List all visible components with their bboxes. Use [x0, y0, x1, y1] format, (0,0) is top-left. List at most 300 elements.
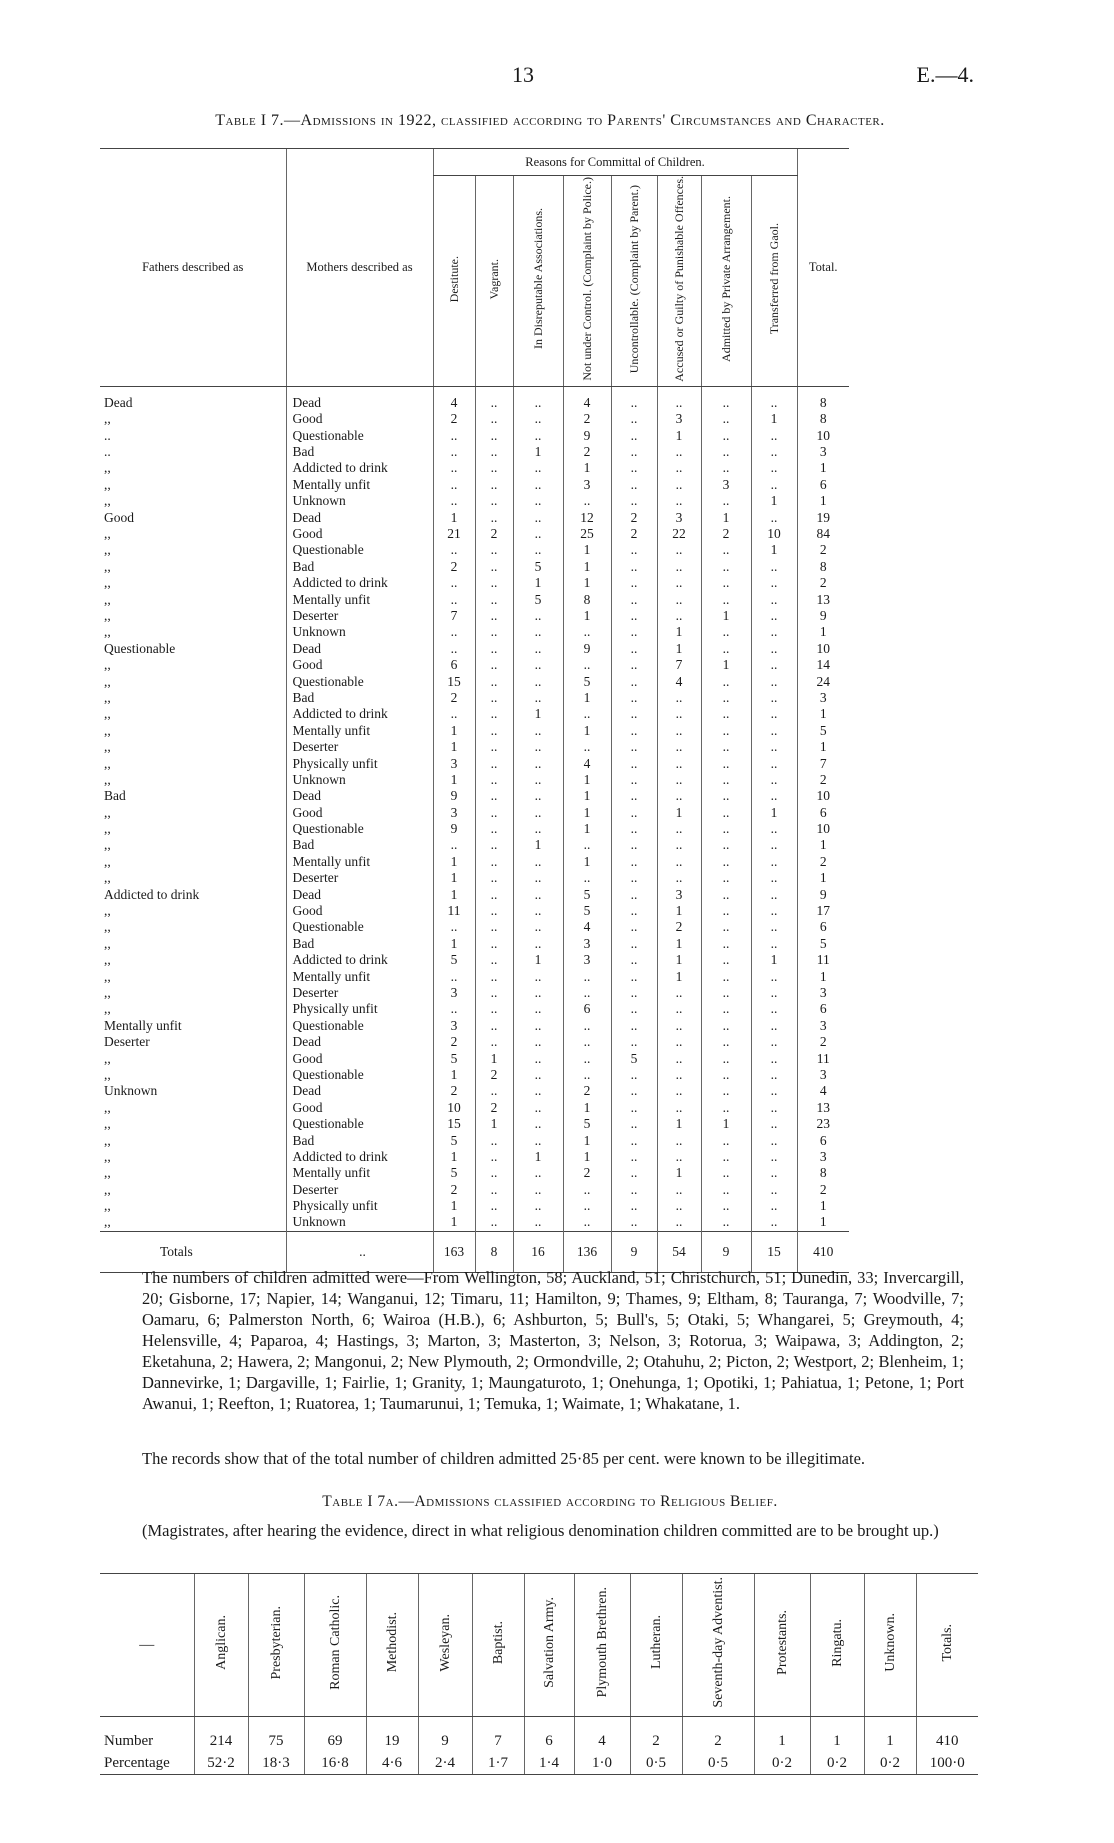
count-cell: 1 — [701, 608, 751, 624]
father-cell: ,, — [104, 1198, 111, 1214]
mother-cell: Deserter — [286, 1181, 433, 1197]
count-cell: .. — [751, 575, 797, 591]
count-cell: 5 — [797, 936, 849, 952]
count-cell: .. — [611, 952, 657, 968]
father-cell: ,, — [104, 821, 111, 837]
count-cell: .. — [701, 1001, 751, 1017]
count-cell: .. — [657, 1083, 701, 1099]
father-cell: Mentally unfit — [104, 1017, 182, 1033]
count-cell: 1 — [797, 1198, 849, 1214]
count-cell: 13 — [797, 1100, 849, 1116]
count-cell: .. — [657, 837, 701, 853]
count-cell: .. — [701, 1034, 751, 1050]
count-cell: .. — [751, 591, 797, 607]
reason-header — [657, 176, 701, 387]
count-cell: 1 — [797, 739, 849, 755]
count-cell: .. — [475, 1181, 513, 1197]
count-cell: 1 — [563, 690, 611, 706]
father-cell: .. — [104, 444, 111, 460]
count-cell: .. — [701, 1132, 751, 1148]
count-cell: 8 — [797, 411, 849, 427]
count-cell: .. — [611, 772, 657, 788]
count-cell: 2 — [797, 575, 849, 591]
count-cell: 8 — [797, 386, 849, 411]
reason-header-label: Transferred from Gaol. — [766, 223, 781, 335]
count-cell: .. — [751, 1018, 797, 1034]
count-cell: 4 — [563, 755, 611, 771]
reason-header — [611, 176, 657, 387]
page-header — [0, 62, 1114, 88]
count-cell: 2 — [433, 1083, 475, 1099]
count-cell: .. — [433, 493, 475, 509]
count-cell: 5 — [611, 1050, 657, 1066]
count-cell: .. — [433, 641, 475, 657]
count-cell: 6 — [797, 1132, 849, 1148]
count-cell: 1 — [513, 444, 563, 460]
table-row — [100, 690, 849, 706]
count-cell: .. — [657, 575, 701, 591]
count-cell: 1 — [563, 854, 611, 870]
count-cell: 1 — [751, 542, 797, 558]
count-cell: .. — [657, 591, 701, 607]
count-cell: .. — [751, 886, 797, 902]
count-cell: .. — [513, 641, 563, 657]
mother-cell: Physically unfit — [286, 1001, 433, 1017]
count-cell: .. — [657, 1067, 701, 1083]
mother-cell: Unknown — [286, 772, 433, 788]
mother-cell: Mentally unfit — [286, 968, 433, 984]
religion-header-label: — — [139, 1636, 155, 1653]
count-cell: 1 — [563, 821, 611, 837]
count-cell: .. — [657, 493, 701, 509]
count-cell: 1 — [475, 1050, 513, 1066]
reason-header — [433, 176, 475, 387]
count-cell: .. — [701, 673, 751, 689]
count-cell: 1 — [701, 1116, 751, 1132]
father-cell: ,, — [104, 411, 111, 427]
totals-cell: 410 — [797, 1231, 849, 1272]
value-cell: 0·5 — [630, 1752, 682, 1775]
count-cell: .. — [513, 542, 563, 558]
count-cell: .. — [611, 608, 657, 624]
count-cell: .. — [513, 1083, 563, 1099]
count-cell: 1 — [563, 575, 611, 591]
count-cell: 19 — [797, 509, 849, 525]
father-cell: ,, — [104, 903, 111, 919]
count-cell: .. — [701, 1149, 751, 1165]
count-cell: .. — [475, 460, 513, 476]
count-cell: .. — [611, 1116, 657, 1132]
count-cell: 3 — [701, 477, 751, 493]
count-cell: 5 — [513, 559, 563, 575]
count-cell: 1 — [563, 542, 611, 558]
table-row — [100, 444, 849, 460]
count-cell: .. — [701, 755, 751, 771]
count-cell: 10 — [751, 526, 797, 542]
count-cell: 14 — [797, 657, 849, 673]
count-cell: .. — [475, 575, 513, 591]
table-row — [100, 542, 849, 558]
table-row — [100, 1034, 849, 1050]
count-cell: 4 — [563, 386, 611, 411]
count-cell: 7 — [657, 657, 701, 673]
table-row — [100, 477, 849, 493]
count-cell: .. — [611, 788, 657, 804]
table1-title: Table I 7.—Admissions in 1922, classified according to Parents' Circumstances and Character. — [215, 112, 885, 129]
count-cell: .. — [563, 1050, 611, 1066]
value-cell: 52·2 — [194, 1752, 248, 1775]
count-cell: .. — [751, 559, 797, 575]
mother-cell: Good — [286, 657, 433, 673]
count-cell: 2 — [433, 1181, 475, 1197]
totals-cell: 16 — [513, 1231, 563, 1272]
count-cell: 7 — [433, 608, 475, 624]
totals-cell: 8 — [475, 1231, 513, 1272]
count-cell: .. — [475, 854, 513, 870]
count-cell: .. — [657, 1181, 701, 1197]
count-cell: .. — [611, 1034, 657, 1050]
father-cell: ,, — [104, 1181, 111, 1197]
count-cell: .. — [475, 509, 513, 525]
count-cell: .. — [701, 559, 751, 575]
count-cell: .. — [751, 772, 797, 788]
count-cell: 2 — [433, 690, 475, 706]
count-cell: .. — [751, 641, 797, 657]
table-row — [100, 985, 849, 1001]
count-cell: .. — [433, 444, 475, 460]
count-cell: 9 — [433, 788, 475, 804]
count-cell: 1 — [797, 493, 849, 509]
count-cell: .. — [475, 657, 513, 673]
count-cell: .. — [611, 575, 657, 591]
count-cell: .. — [563, 739, 611, 755]
count-cell: .. — [657, 559, 701, 575]
count-cell: .. — [611, 1198, 657, 1214]
count-cell: .. — [513, 690, 563, 706]
count-cell: .. — [475, 411, 513, 427]
count-cell: 1 — [433, 739, 475, 755]
count-cell: .. — [475, 903, 513, 919]
table-row — [100, 591, 849, 607]
table-row — [100, 1181, 849, 1197]
illegitimate-paragraph: The records show that of the total number of children admitted 25·85 per cent. were known to be illegitimate. — [142, 1449, 866, 1468]
value-cell: 1 — [754, 1717, 810, 1753]
count-cell: .. — [701, 1018, 751, 1034]
count-cell: .. — [611, 411, 657, 427]
count-cell: 1 — [797, 968, 849, 984]
count-cell: 1 — [797, 1214, 849, 1231]
count-cell: .. — [701, 772, 751, 788]
count-cell: 15 — [433, 673, 475, 689]
count-cell: .. — [751, 657, 797, 673]
count-cell: .. — [701, 460, 751, 476]
religion-header — [100, 1574, 194, 1717]
count-cell: 5 — [563, 886, 611, 902]
count-cell: .. — [751, 386, 797, 411]
count-cell: .. — [475, 444, 513, 460]
count-cell: 1 — [433, 936, 475, 952]
table-row — [100, 755, 849, 771]
count-cell: .. — [751, 723, 797, 739]
father-cell: ,, — [104, 853, 111, 869]
value-cell: 1·7 — [472, 1752, 524, 1775]
totals-cell: Totals — [100, 1231, 286, 1272]
count-cell: 3 — [797, 690, 849, 706]
count-cell: .. — [701, 919, 751, 935]
mother-cell: Bad — [286, 1132, 433, 1148]
count-cell: 1 — [657, 1165, 701, 1181]
religion-header — [754, 1574, 810, 1717]
reason-header — [563, 176, 611, 387]
table-row — [100, 952, 849, 968]
count-cell: .. — [433, 1001, 475, 1017]
count-cell: .. — [475, 952, 513, 968]
table-row — [100, 575, 849, 591]
towns-paragraph: The numbers of children admitted were—From Wellington, 58; Auckland, 51; Christchurch, 51; Dunedin, 33; Invercargill, 20; Gisborne, 17; Napier, 14; Wanganui, 12; Timaru, 11; Hamilton, 9; Thames, 9; Eltham, 8; Tauranga, 7; Woodville, 7; Oamaru, 6; Palmerston North, 6; Wairoa (H.B.), 6; Ashburton, 5; Bull's, 5; Otaki, 5; Whangarei, 5; Greymouth, 4; Helensville, 4; Paparoa, 4; Hastings, 3; Marton, 3; Masterton, 3; Nelson, 3; Rotorua, 3; Waipawa, 3; Addington, 2; Eketahuna, 2; Hawera, 2; Mangonui, 2; New Plymouth, 2; Ormondville, 2; Otahuhu, 2; Picton, 2; Westport, 2; Blenheim, 1; Dannevirke, 1; Dargaville, 1; Fairlie, 1; Granity, 1; Maungaturoto, 1; Onehunga, 1; Opotiki, 1; Pahiatua, 1; Petone, 1; Port Awanui, 1; Reefton, 1; Ruatorea, 1; Taumarunui, 1; Temuka, 1; Waimate, 1; Whakatane, 1. — [142, 1268, 964, 1413]
mother-cell: Dead — [286, 1034, 433, 1050]
mother-cell: Bad — [286, 936, 433, 952]
count-cell: 4 — [657, 673, 701, 689]
total-header: Total. — [797, 149, 849, 387]
count-cell: .. — [657, 772, 701, 788]
count-cell: 5 — [433, 952, 475, 968]
count-cell: .. — [513, 428, 563, 444]
count-cell: .. — [751, 1083, 797, 1099]
count-cell: .. — [433, 575, 475, 591]
count-cell: 2 — [657, 919, 701, 935]
count-cell: .. — [657, 755, 701, 771]
count-cell: .. — [475, 919, 513, 935]
totals-cell: 9 — [701, 1231, 751, 1272]
count-cell: 4 — [433, 386, 475, 411]
count-cell: .. — [657, 854, 701, 870]
count-cell: .. — [751, 1149, 797, 1165]
religion-header — [524, 1574, 574, 1717]
count-cell: 2 — [611, 526, 657, 542]
count-cell: .. — [701, 493, 751, 509]
table-row — [100, 1116, 849, 1132]
count-cell: .. — [701, 1181, 751, 1197]
count-cell: 2 — [611, 509, 657, 525]
count-cell: .. — [513, 723, 563, 739]
table-row — [100, 739, 849, 755]
mother-cell: Questionable — [286, 1018, 433, 1034]
mother-cell: Questionable — [286, 542, 433, 558]
father-cell: Questionable — [104, 640, 176, 656]
count-cell: .. — [751, 936, 797, 952]
count-cell: .. — [513, 821, 563, 837]
mother-cell: Mentally unfit — [286, 1165, 433, 1181]
count-cell: .. — [513, 936, 563, 952]
count-cell: .. — [611, 854, 657, 870]
count-cell: .. — [475, 1198, 513, 1214]
table-row — [100, 1050, 849, 1066]
count-cell: .. — [657, 1100, 701, 1116]
count-cell: .. — [751, 1001, 797, 1017]
count-cell: 1 — [797, 460, 849, 476]
father-cell: ,, — [104, 919, 111, 935]
reason-header — [475, 176, 513, 387]
count-cell: .. — [513, 386, 563, 411]
count-cell: .. — [513, 755, 563, 771]
father-cell: Addicted to drink — [104, 886, 200, 902]
count-cell: .. — [611, 723, 657, 739]
table-row — [100, 854, 849, 870]
count-cell: .. — [563, 1018, 611, 1034]
count-cell: 1 — [751, 952, 797, 968]
count-cell: .. — [475, 821, 513, 837]
mother-cell: Physically unfit — [286, 755, 433, 771]
value-cell: 4 — [574, 1717, 630, 1753]
religion-header — [194, 1574, 248, 1717]
count-cell: .. — [611, 657, 657, 673]
religion-header — [630, 1574, 682, 1717]
count-cell: .. — [611, 706, 657, 722]
count-cell: 3 — [797, 1018, 849, 1034]
table-row — [100, 526, 849, 542]
count-cell: .. — [513, 1165, 563, 1181]
count-cell: .. — [433, 460, 475, 476]
count-cell: 2 — [433, 1034, 475, 1050]
count-cell: .. — [513, 805, 563, 821]
count-cell: .. — [611, 821, 657, 837]
father-header: Fathers described as — [100, 149, 286, 387]
table-row — [100, 1752, 978, 1775]
table-row — [100, 788, 849, 804]
table-row — [100, 936, 849, 952]
religion-header-label: Ringatu. — [829, 1618, 845, 1667]
count-cell: .. — [701, 805, 751, 821]
count-cell: .. — [475, 706, 513, 722]
count-cell: .. — [563, 985, 611, 1001]
count-cell: .. — [475, 428, 513, 444]
count-cell: .. — [701, 1083, 751, 1099]
count-cell: .. — [751, 1067, 797, 1083]
count-cell: 1 — [563, 723, 611, 739]
count-cell: 1 — [657, 903, 701, 919]
count-cell: .. — [751, 870, 797, 886]
count-cell: .. — [611, 1132, 657, 1148]
count-cell: .. — [611, 968, 657, 984]
count-cell: .. — [513, 919, 563, 935]
religion-header-label: Roman Catholic. — [327, 1595, 343, 1690]
count-cell: .. — [611, 542, 657, 558]
count-cell: .. — [433, 919, 475, 935]
count-cell: .. — [475, 673, 513, 689]
count-cell: .. — [751, 1214, 797, 1231]
religion-header-label: Salvation Army. — [541, 1597, 557, 1688]
count-cell: .. — [563, 968, 611, 984]
mother-cell: Good — [286, 1050, 433, 1066]
mother-cell: Mentally unfit — [286, 723, 433, 739]
count-cell: 2 — [475, 1067, 513, 1083]
count-cell: 10 — [433, 1100, 475, 1116]
count-cell: .. — [657, 821, 701, 837]
mother-cell: Addicted to drink — [286, 460, 433, 476]
father-cell: ,, — [104, 1148, 111, 1164]
table-row — [100, 1214, 849, 1231]
count-cell: 3 — [657, 886, 701, 902]
count-cell: .. — [563, 1034, 611, 1050]
value-cell: 75 — [248, 1717, 304, 1753]
mother-cell: Good — [286, 805, 433, 821]
count-cell: .. — [475, 559, 513, 575]
count-cell: .. — [475, 1083, 513, 1099]
count-cell: .. — [657, 1018, 701, 1034]
count-cell: .. — [513, 854, 563, 870]
reason-header — [751, 176, 797, 387]
count-cell: 2 — [563, 411, 611, 427]
count-cell: 5 — [563, 903, 611, 919]
count-cell: .. — [513, 509, 563, 525]
totals-cell: .. — [286, 1231, 433, 1272]
count-cell: 1 — [475, 1116, 513, 1132]
count-cell: .. — [701, 624, 751, 640]
count-cell: 2 — [433, 411, 475, 427]
count-cell: 25 — [563, 526, 611, 542]
count-cell: 1 — [433, 886, 475, 902]
count-cell: .. — [701, 854, 751, 870]
count-cell: 1 — [563, 805, 611, 821]
religion-header — [304, 1574, 366, 1717]
count-cell: 1 — [433, 1149, 475, 1165]
father-cell: ,, — [104, 755, 111, 771]
count-cell: .. — [701, 1214, 751, 1231]
count-cell: 5 — [563, 1116, 611, 1132]
count-cell: .. — [513, 608, 563, 624]
count-cell: .. — [611, 1001, 657, 1017]
count-cell: .. — [701, 985, 751, 1001]
father-cell: ,, — [104, 575, 111, 591]
count-cell: .. — [751, 755, 797, 771]
count-cell: .. — [611, 903, 657, 919]
table-row — [100, 706, 849, 722]
count-cell: .. — [751, 1198, 797, 1214]
count-cell: .. — [611, 1083, 657, 1099]
count-cell: .. — [513, 1132, 563, 1148]
count-cell: .. — [751, 428, 797, 444]
father-cell: ,, — [104, 952, 111, 968]
count-cell: .. — [751, 706, 797, 722]
father-cell: ,, — [104, 1116, 111, 1132]
value-cell: 2 — [682, 1717, 754, 1753]
count-cell: .. — [475, 591, 513, 607]
count-cell: .. — [657, 444, 701, 460]
mother-cell: Addicted to drink — [286, 1149, 433, 1165]
mother-cell: Questionable — [286, 673, 433, 689]
reason-header-label: Admitted by Private Arrangement. — [718, 195, 733, 362]
religion-header — [810, 1574, 864, 1717]
reason-header-label: Uncontrollable. (Complaint by Parent.) — [626, 184, 641, 374]
count-cell: 1 — [513, 837, 563, 853]
count-cell: 11 — [433, 903, 475, 919]
count-cell: .. — [657, 985, 701, 1001]
count-cell: .. — [611, 1165, 657, 1181]
count-cell: .. — [513, 1198, 563, 1214]
count-cell: .. — [563, 837, 611, 853]
count-cell: 5 — [433, 1050, 475, 1066]
mother-cell: Dead — [286, 641, 433, 657]
father-cell: ,, — [104, 935, 111, 951]
father-cell: ,, — [104, 476, 111, 492]
count-cell: .. — [475, 386, 513, 411]
count-cell: .. — [751, 903, 797, 919]
table-row — [100, 837, 849, 853]
table-row — [100, 968, 849, 984]
father-cell: ,, — [104, 591, 111, 607]
table-row — [100, 886, 849, 902]
reason-header-label: Not under Control. (Complaint by Police.) — [579, 177, 594, 381]
